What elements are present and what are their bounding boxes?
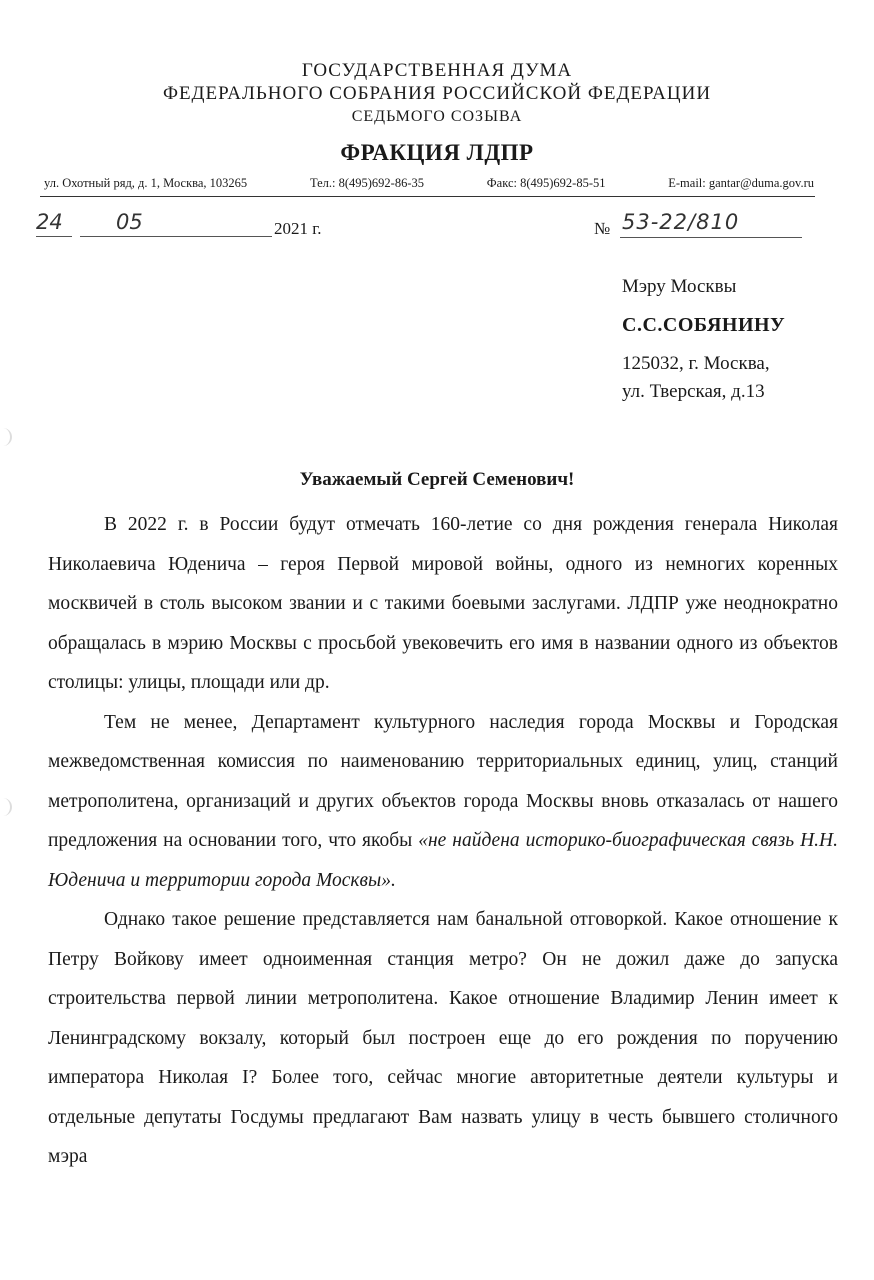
- date-month: 05: [116, 210, 143, 234]
- paragraph-2-quote: «не найдена историко-биографическая связь Н.Н. Юденича и территории города Москвы».: [48, 830, 839, 891]
- addressee-street: ул. Тверская, д.13: [622, 381, 765, 402]
- paragraph-3: Однако такое решение представляется нам банальной отговоркой. Какое отношение к Петру Войкову имеет одноименная станция метро? Он не дожил даже до запуска строительства первой линии метрополитена. Какое отношение Владимир Ленин имеет к Ленинградскому вокзалу, который был построен еще до его рождения по поручению императора Николая I? Более того, сейчас многие авторитетные деятели культуры и отдельные депутаты Госдумы предлагают Вам назвать улицу в честь бывшего столичного мэра: [48, 909, 838, 1167]
- addressee-title: Мэру Москвы: [622, 276, 737, 297]
- date-month-underline: [80, 236, 272, 237]
- date-year: 2021 г.: [274, 219, 322, 238]
- header-divider: [40, 196, 815, 197]
- contacts-line: [44, 176, 814, 191]
- contact-address: ул. Охотный ряд, д. 1, Москва, 103265: [44, 176, 248, 190]
- number-label: №: [594, 219, 611, 238]
- letterhead-line-2: ФЕДЕРАЛЬНОГО СОБРАНИЯ РОССИЙСКОЙ ФЕДЕРАЦИИ: [162, 83, 712, 104]
- date-day: 24: [36, 210, 63, 234]
- number-underline: [620, 237, 802, 238]
- punch-hole-mark: [0, 428, 12, 446]
- contact-email: E-mail: gantar@duma.gov.ru: [668, 176, 814, 190]
- letterhead-line-3: СЕДЬМОГО СОЗЫВА: [351, 108, 523, 125]
- punch-hole-mark: [0, 798, 12, 816]
- contact-phone: Тел.: 8(495)692-86-35: [309, 176, 425, 190]
- paragraph-1: В 2022 г. в России будут отмечать 160-летие со дня рождения генерала Николая Николаевича Юденича – героя Первой мировой войны, одного из немногих коренных москвичей в столь высоком звании и с такими боевыми заслугами. ЛДПР уже неоднократно обращалась в мэрию Москвы с просьбой увековечить его имя в названии одного из объектов столицы: улицы, площади или др.: [48, 514, 838, 693]
- addressee-postal: 125032, г. Москва,: [622, 353, 770, 374]
- document-number: 53-22/810: [622, 210, 740, 234]
- salutation: Уважаемый Сергей Семенович!: [299, 469, 575, 490]
- date-day-underline: [36, 236, 72, 237]
- paragraph-2-text: Тем не менее, Департамент культурного наследия города Москвы и Городская межведомственная комиссия по наименованию территориальных единиц, улиц, станций метрополитена, организаций и других объектов города Москвы вновь отказалась от нашего предложения на основании того, что якобы: [48, 711, 838, 851]
- letter-body: [48, 505, 838, 1177]
- contact-fax: Факс: 8(495)692-85-51: [486, 176, 606, 190]
- faction-title: ФРАКЦИЯ ЛДПР: [340, 140, 534, 165]
- paragraph-2: [48, 703, 838, 901]
- addressee-name: С.С.СОБЯНИНУ: [622, 314, 786, 336]
- letterhead-line-1: ГОСУДАРСТВЕННАЯ ДУМА: [301, 60, 573, 81]
